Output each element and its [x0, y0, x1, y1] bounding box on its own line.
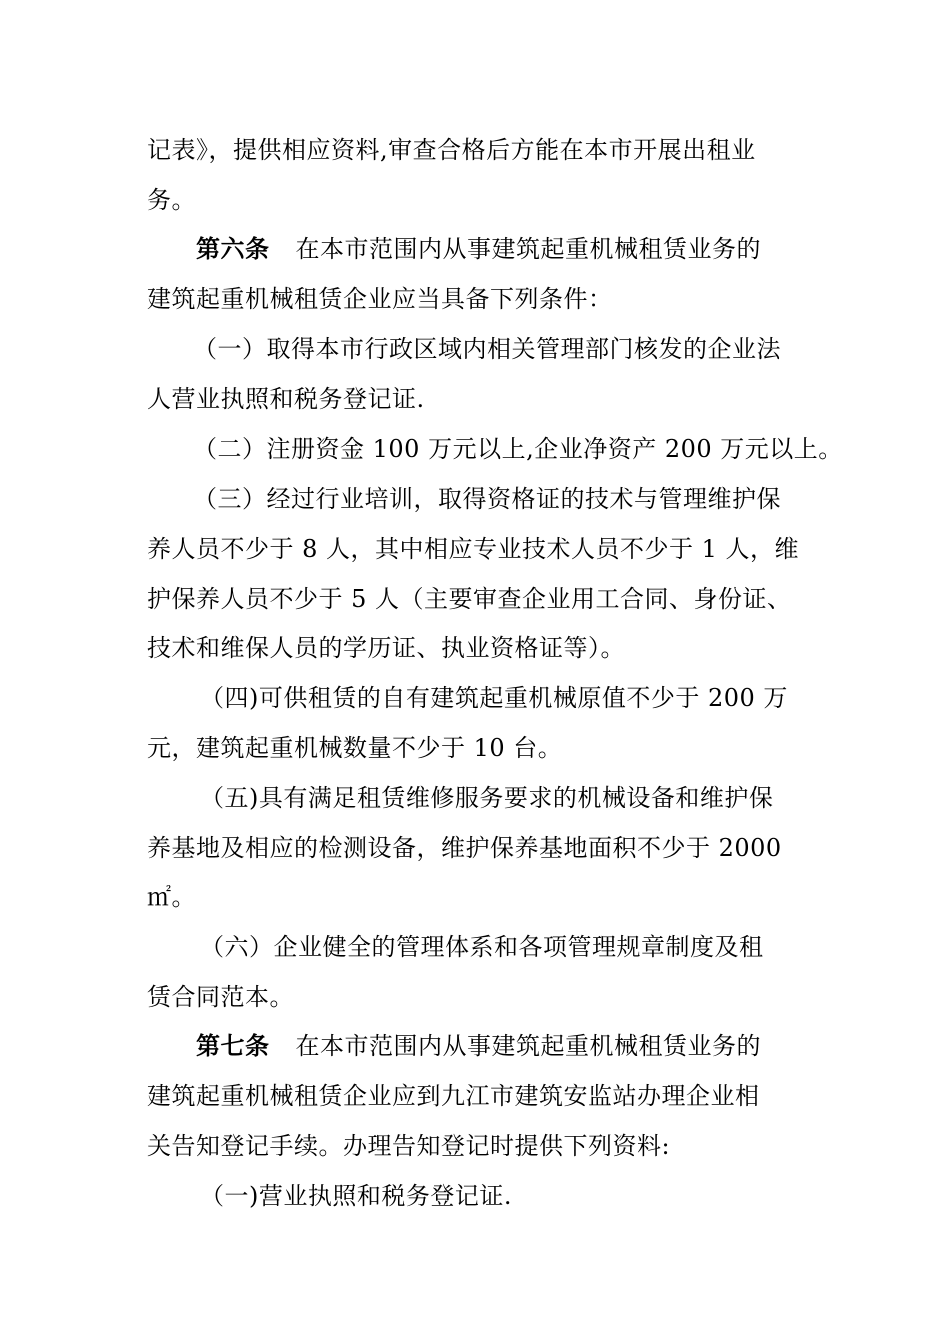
text-line: 人营业执照和税务登记证. [147, 385, 425, 413]
article-7-paragraph [196, 1026, 761, 1066]
text-line: 建筑起重机械租赁企业应到九江市建筑安监站办理企业相 [147, 1082, 760, 1110]
text-line: 赁合同范本。 [147, 983, 294, 1011]
article-6-paragraph [196, 229, 761, 269]
text-line: （一)营业执照和税务登记证. [200, 1182, 512, 1210]
text-line: （三）经过行业培训，取得资格证的技术与管理维护保 [193, 485, 781, 513]
text-line: 建筑起重机械租赁企业应当具备下列条件： [147, 285, 613, 313]
text-line: （六）企业健全的管理体系和各项管理规章制度及租 [200, 933, 764, 961]
article-6-heading: 第六条 [196, 234, 270, 263]
text-line: ㎡。 [147, 883, 196, 911]
text-line: （二）注册资金 100 万元以上,企业净资产 200 万元以上。 [193, 435, 843, 463]
text-line: 技术和维保人员的学历证、执业资格证等）。 [147, 634, 625, 662]
text-line: 养基地及相应的检测设备，维护保养基地面积不少于 2000 [147, 834, 782, 862]
text-line: （五)具有满足租赁维修服务要求的机械设备和维护保 [200, 784, 774, 812]
text-line: 务。 [147, 186, 196, 214]
text-line: 元，建筑起重机械数量不少于 10 台。 [147, 734, 563, 762]
article-7-heading: 第七条 [196, 1031, 270, 1060]
text-line: 记表》，提供相应资料,审查合格后方能在本市开展出租业 [147, 136, 756, 164]
text-line: 养人员不少于 8 人，其中相应专业技术人员不少于 1 人，维 [147, 535, 800, 563]
text-line: （一）取得本市行政区域内相关管理部门核发的企业法 [193, 335, 781, 363]
text-line: 护保养人员不少于 5 人（主要审查企业用工合同、身份证、 [147, 585, 792, 613]
text-line: （四)可供租赁的自有建筑起重机械原值不少于 200 万 [200, 684, 788, 712]
text-line: 关告知登记手续。办理告知登记时提供下列资料: [147, 1132, 671, 1160]
text-line: 在本市范围内从事建筑起重机械租赁业务的 [295, 1032, 761, 1060]
text-line: 在本市范围内从事建筑起重机械租赁业务的 [295, 235, 761, 263]
